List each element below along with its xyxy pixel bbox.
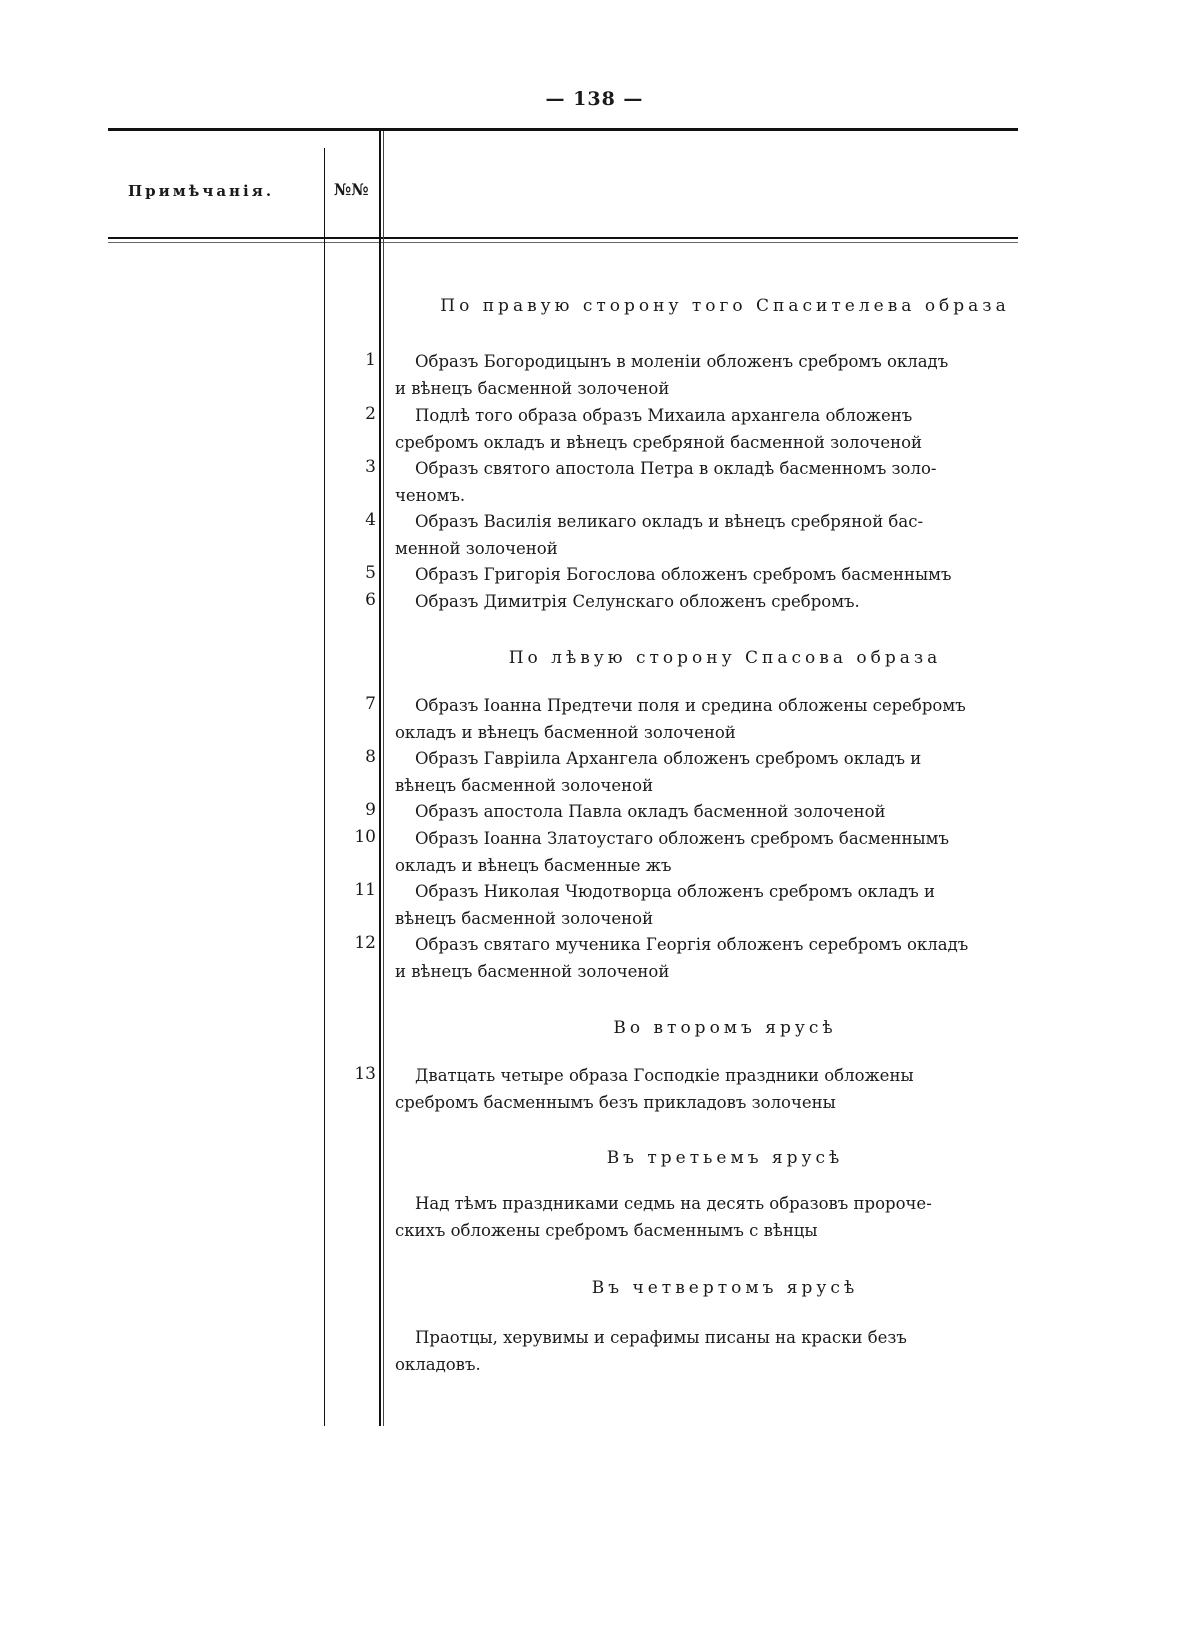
entry-line: Образъ Іоанна Златоустаго обложенъ сребромъ басменнымъ bbox=[415, 829, 949, 848]
entry-text bbox=[415, 588, 1055, 615]
entry-number: 3 bbox=[365, 457, 376, 477]
section-heading: Въ четвертомъ ярусѣ bbox=[591, 1278, 859, 1298]
entry-line-continuation: окладовъ. bbox=[395, 1355, 481, 1374]
entry-text bbox=[395, 508, 1055, 562]
entry-line: Над тѣмъ праздниками седмь на десять образовъ пророче- bbox=[415, 1194, 932, 1213]
header-bottom-rule bbox=[108, 237, 1018, 239]
number-column-header: №№ bbox=[334, 180, 369, 199]
entry-text bbox=[395, 878, 1055, 932]
entry-line: Образъ святого апостола Петра в окладѣ басменномъ золо- bbox=[415, 459, 937, 478]
entry-number: 6 bbox=[365, 590, 376, 610]
entry-number: 1 bbox=[365, 350, 376, 370]
entry-text bbox=[395, 745, 1055, 799]
entry-line: Образъ Григорія Богослова обложенъ сребромъ басменнымъ bbox=[415, 565, 952, 584]
entry-number: 11 bbox=[354, 880, 376, 900]
entry-line-continuation: скихъ обложены сребромъ басменнымъ с вѣнцы bbox=[395, 1221, 818, 1240]
entry-text bbox=[395, 825, 1055, 879]
entry-number: 9 bbox=[365, 800, 376, 820]
entry-line: Праотцы, херувимы и серафимы писаны на краски безъ bbox=[415, 1328, 907, 1347]
page-number: — 138 — bbox=[545, 88, 644, 110]
entry-text bbox=[395, 455, 1055, 509]
entry-number: 4 bbox=[365, 510, 376, 530]
entry-line-continuation: ченомъ. bbox=[395, 486, 466, 505]
entry-number: 5 bbox=[365, 563, 376, 583]
notes-column-header: Примѣчанія. bbox=[128, 182, 275, 200]
entry-line: Образъ Николая Чюдотворца обложенъ сребромъ окладъ и bbox=[415, 882, 936, 901]
top-rule bbox=[108, 128, 1018, 131]
entry-line: Образъ святаго мученика Георгія обложенъ серебромъ окладъ bbox=[415, 935, 969, 954]
entry-text bbox=[395, 348, 1055, 402]
notes-column-divider bbox=[324, 148, 325, 1426]
entry-line: Образъ Іоанна Предтечи поля и средина обложены серебромъ bbox=[415, 696, 966, 715]
entry-text bbox=[395, 692, 1055, 746]
entry-text bbox=[395, 931, 1055, 985]
entry-number: 8 bbox=[365, 747, 376, 767]
section-heading: По правую сторону того Спасителева образа bbox=[440, 296, 1010, 316]
entry-line: Образъ апостола Павла окладъ басменной золоченой bbox=[415, 802, 886, 821]
entry-line: Образъ Василія великаго окладъ и вѣнецъ сребряной бас- bbox=[415, 512, 924, 531]
entry-line: Образъ Димитрія Селунскаго обложенъ сребромъ. bbox=[415, 592, 860, 611]
entry-line-continuation: сребромъ окладъ и вѣнецъ сребряной басменной золоченой bbox=[395, 433, 923, 452]
entry-line-continuation: вѣнецъ басменной золоченой bbox=[395, 909, 654, 928]
entry-number: 7 bbox=[365, 694, 376, 714]
entry-line-continuation: сребромъ басменнымъ безъ прикладовъ золочены bbox=[395, 1093, 836, 1112]
entry-line-continuation: менной золоченой bbox=[395, 539, 558, 558]
entry-line: Дватцать четыре образа Господкіе праздники обложены bbox=[415, 1066, 914, 1085]
number-column-divider-inner bbox=[383, 131, 384, 1426]
entry-text bbox=[395, 1190, 1055, 1244]
header-bottom-rule-thin bbox=[108, 242, 1018, 243]
number-column-divider bbox=[379, 131, 381, 1426]
entry-text bbox=[415, 561, 1055, 588]
entry-number: 2 bbox=[365, 404, 376, 424]
entry-line-continuation: и вѣнецъ басменной золоченой bbox=[395, 379, 670, 398]
section-heading: По лѣвую сторону Спасова образа bbox=[508, 648, 942, 668]
entry-line: Образъ Богородицынъ в моленіи обложенъ сребромъ окладъ bbox=[415, 352, 949, 371]
entry-text bbox=[395, 1062, 1055, 1116]
entry-number: 13 bbox=[354, 1064, 376, 1084]
entry-line: Образъ Гавріила Архангела обложенъ сребромъ окладъ и bbox=[415, 749, 922, 768]
entry-text bbox=[395, 1324, 1055, 1378]
entry-text bbox=[415, 798, 1055, 825]
entry-line: Подлѣ того образа образъ Михаила архангела обложенъ bbox=[415, 406, 913, 425]
entry-line-continuation: вѣнецъ басменной золоченой bbox=[395, 776, 654, 795]
entry-line-continuation: окладъ и вѣнецъ басменной золоченой bbox=[395, 723, 736, 742]
entry-number: 10 bbox=[354, 827, 376, 847]
entry-line-continuation: и вѣнецъ басменной золоченой bbox=[395, 962, 670, 981]
entry-number: 12 bbox=[354, 933, 376, 953]
entry-text bbox=[395, 402, 1055, 456]
entry-line-continuation: окладъ и вѣнецъ басменные жъ bbox=[395, 856, 672, 875]
section-heading: Въ третьемъ ярусѣ bbox=[606, 1148, 844, 1168]
section-heading: Во второмъ ярусѣ bbox=[613, 1018, 837, 1038]
